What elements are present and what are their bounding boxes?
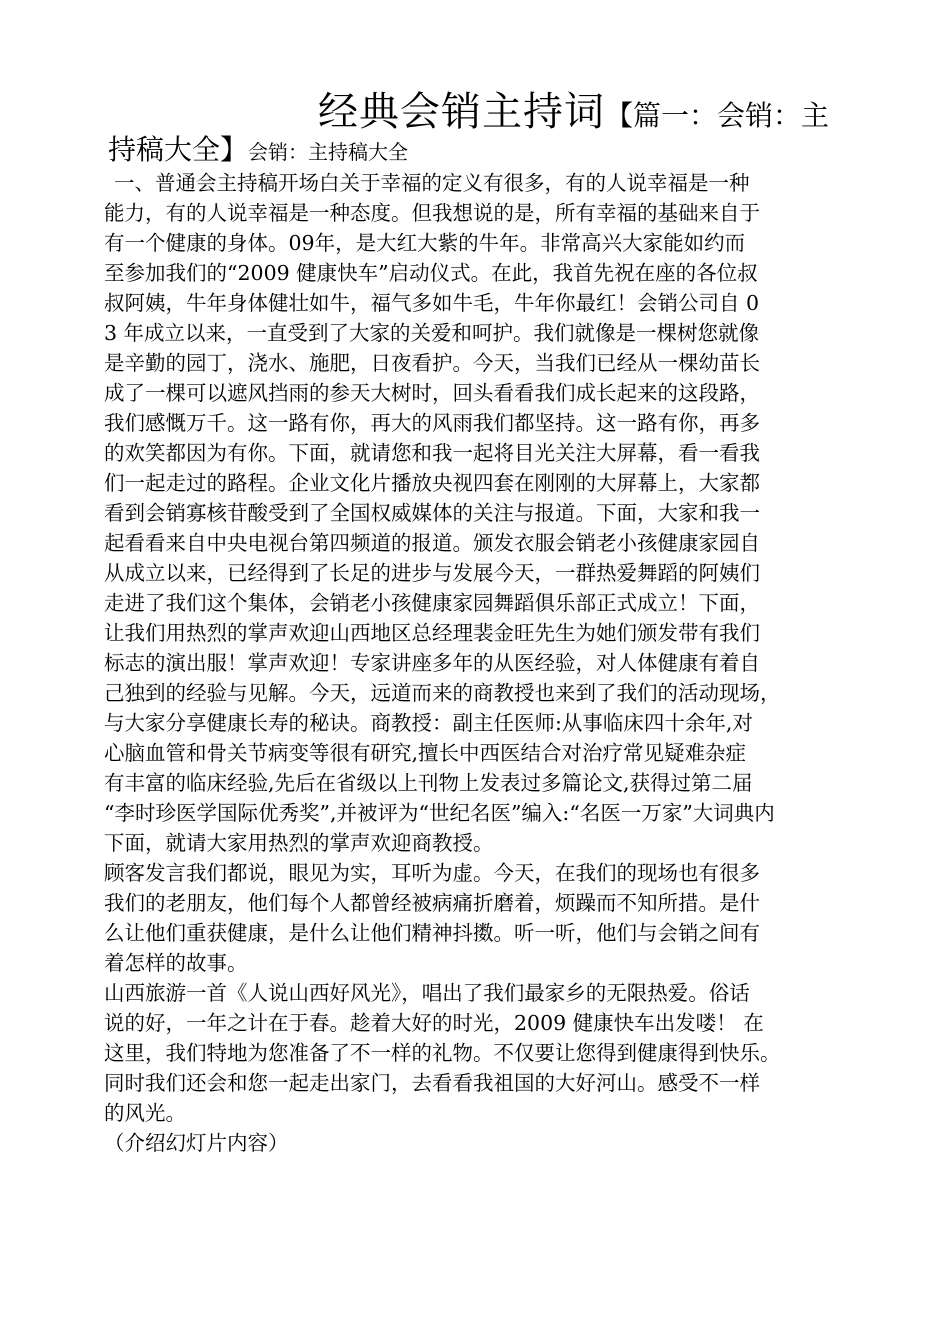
body-line: 我们感慨万千。这一路有你，再大的风雨我们都坚持。这一路有你，再多 — [104, 411, 760, 435]
body-line: 顾客发言我们都说，眼见为实，耳听为虚。今天，在我们的现场也有很多 — [104, 861, 760, 885]
body-line: 叔阿姨，牛年身体健壮如牛，福气多如牛毛，牛年你最红！会销公司自 0 — [104, 291, 760, 315]
body-line: 一、普通会主持稿开场白关于幸福的定义有很多，有的人说幸福是一种 — [114, 171, 750, 195]
body-line: 的欢笑都因为有你。下面，就请您和我一起将目光关注大屏幕，看一看我 — [104, 441, 760, 465]
body-line: 至参加我们的“2009 健康快车”启动仪式。在此，我首先祝在座的各位叔 — [104, 261, 758, 285]
body-line: 么让他们重获健康，是什么让他们精神抖擞。听一听，他们与会销之间有 — [104, 921, 760, 945]
body-line: 起看看来自中央电视台第四频道的报道。颁发衣服会销老小孩健康家园自 — [104, 531, 760, 555]
body-line: 我们的老朋友，他们每个人都曾经被病痛折磨着，烦躁而不知所措。是什 — [104, 891, 760, 915]
body-line: “李时珍医学国际优秀奖”,并被评为“世纪名医”编入:“名医一万家”大词典内 — [104, 801, 775, 825]
body-line: 标志的演出服！掌声欢迎！专家讲座多年的从医经验，对人体健康有着自 — [104, 651, 760, 675]
body-line: 山西旅游一首《人说山西好风光》，唱出了我们最家乡的无限热爱。俗话 — [104, 981, 750, 1005]
body-line: 同时我们还会和您一起走出家门，去看看我祖国的大好河山。感受不一样 — [104, 1071, 760, 1095]
body-line: 着怎样的故事。 — [104, 951, 248, 975]
body-line: 们一起走过的路程。企业文化片播放央视四套在刚刚的大屏幕上，大家都 — [104, 471, 760, 495]
body-line: 己独到的经验与见解。今天，远道而来的商教授也来到了我们的活动现场， — [104, 681, 781, 705]
body-line: 心脑血管和骨关节病变等很有研究,擅长中西医结合对治疗常见疑难杂症 — [104, 741, 747, 765]
title-main-text: 经典会销主持词 — [318, 89, 605, 135]
title-subtitle-text: 会销：主持稿大全 — [248, 140, 409, 164]
body-line: 走进了我们这个集体，会销老小孩健康家园舞蹈俱乐部正式成立！下面， — [104, 591, 760, 615]
document-title-continued — [108, 132, 408, 172]
title-continued-text: 持稿大全】 — [108, 133, 249, 166]
body-line: 有一个健康的身体。09年，是大红大紫的牛年。非常高兴大家能如约而 — [104, 231, 746, 255]
body-line: 让我们用热烈的掌声欢迎山西地区总经理裴金旺先生为她们颁发带有我们 — [104, 621, 760, 645]
body-line: 从成立以来，已经得到了长足的进步与发展今天，一群热爱舞蹈的阿姨们 — [104, 561, 760, 585]
body-line: 看到会销寡核苷酸受到了全国权威媒体的关注与报道。下面，大家和我一 — [104, 501, 760, 525]
body-line: 这里，我们特地为您准备了不一样的礼物。不仅要让您得到健康得到快乐。 — [104, 1041, 781, 1065]
body-line: 与大家分享健康长寿的秘诀。商教授：副主任医师:从事临床四十余年,对 — [104, 711, 753, 735]
body-line: 是辛勤的园丁，浇水、施肥，日夜看护。今天，当我们已经从一棵幼苗长 — [104, 351, 760, 375]
body-line: 的风光。 — [104, 1101, 186, 1125]
body-line: 下面，就请大家用热烈的掌声欢迎商教授。 — [104, 831, 494, 855]
body-line: 成了一棵可以遮风挡雨的参天大树时，回头看看我们成长起来的这段路， — [104, 381, 760, 405]
body-line: （介绍幻灯片内容） — [104, 1131, 289, 1155]
title-bracket-text: 【篇一：会销：主 — [605, 99, 830, 132]
body-line: 3 年成立以来，一直受到了大家的关爱和呵护。我们就像是一棵树您就像 — [104, 321, 760, 345]
body-line: 说的好，一年之计在于春。趁着大好的时光，2009 健康快车出发喽！ 在 — [104, 1011, 764, 1035]
body-line: 能力，有的人说幸福是一种态度。但我想说的是，所有幸福的基础来自于 — [104, 201, 760, 225]
body-line: 有丰富的临床经验,先后在省级以上刊物上发表过多篇论文,获得过第二届 — [104, 771, 753, 795]
